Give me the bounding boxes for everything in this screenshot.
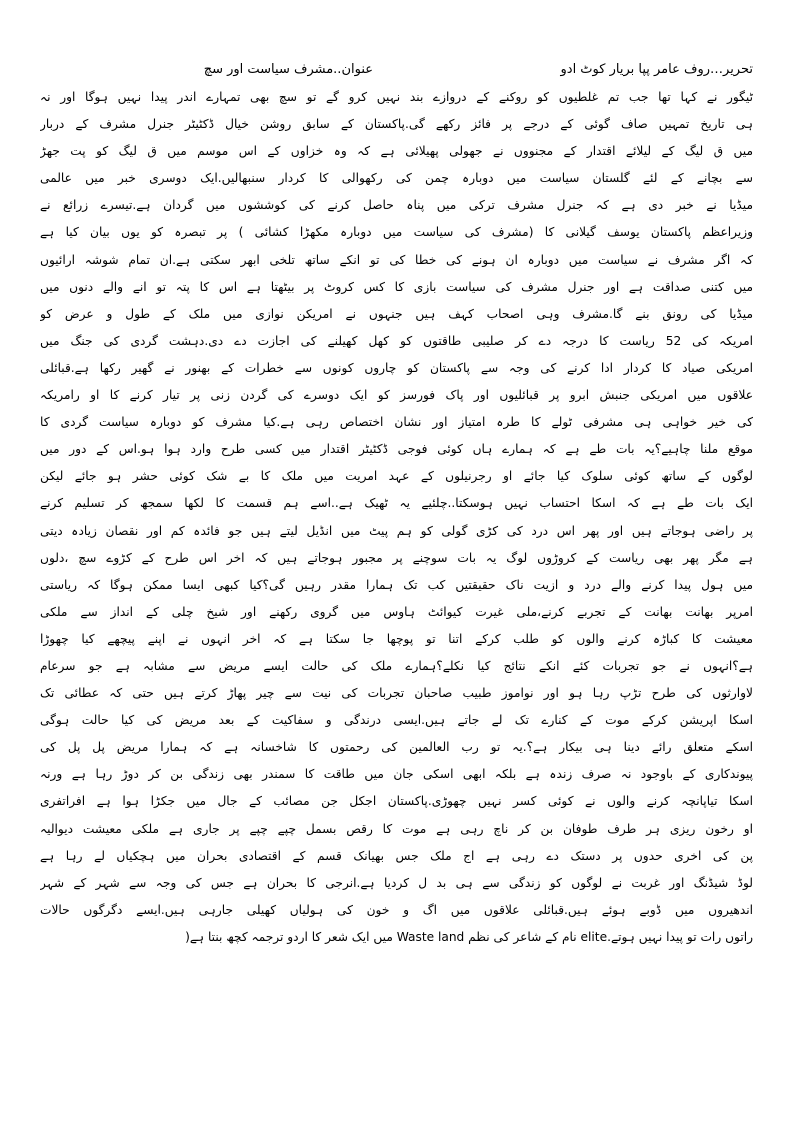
body-line: میں ہول پیدا کرنے والے درد و ازیت ناک حقیقتیں کب تک ہمارا مقدر رہیں گی؟کیا کبھی ایسا ممکن ہوگا کہ ریاستی [40, 577, 753, 592]
body-line: ہی تاریخ تمہیں صاف گوئی کے درجے پر فائز رکھے گی.پاکستان کے سابق روشن خیال ڈکٹیٹر جنرل مشرف کے دربار [40, 117, 753, 132]
body-line: لوگوں کے ساتھ کوئی سلوک کیا جائے او رجرنیلوں کے عہد امریت میں ملک کا بے شک کوئی حشر ہو جائے لیکن [40, 469, 753, 484]
body-line: اسکے متعلق رائے دینا ہی بیکار ہے؟.یہ تو رب العالمین کی رحمتوں کا شاخسانہ ہے کہ ہمارا مریض پل پل کی [40, 740, 753, 755]
body-line: میں ق لیگ کے لیلائے اقتدار کے مجنووں نے جھولی پھیلائی ہے کہ وہ خزاوں کے اس موسم میں ق لیگ کو پت جھڑ [40, 144, 753, 159]
body-line: اندھیروں میں ڈوبے ہوئے ہیں.قبائلی علاقوں میں اگ و خون کی ہولیاں کھیلی جارہی ہیں.ایسے دگرگوں حالات [40, 902, 753, 917]
body-line: موقع ملنا چاہیے؟یہ بات طے ہے کہ ہمارے ہاں کوئی فوجی ڈکٹیٹر اقتدار میں کسی طرح وارد ہوا ہو.اس کے دور میں [40, 442, 753, 457]
body-line: امرپر بھانت بھانت کے تجربے کرنے،ملی غیرت کیوائٹ ہاوس میں گروی رکھنے اور شیخ چلی کے انداز سے ملکی [40, 604, 753, 619]
article-title: عنوان..مشرف سیاست اور سچ [203, 62, 373, 77]
body-line: اسکا اپریشن کرکے موت کے کنارے تک لے جاتے ہیں.ایسی درندگی و سفاکیت کے بعد مریض کی کیا حالت ہوگی [40, 713, 753, 728]
body-line: معیشت کا کباڑہ کرنے والوں کو طلب کرکے اتنا تو پوچھا جا سکتا ہے کہ اخر انہوں نے اپنے پیچھے کیا چھوڑا [40, 631, 753, 646]
body-line: علاقوں میں امریکی جنبش ابرو پر قبائلیوں اور پاک فورسز کو ایک دوسرے کی گردن زنی پر تیار کرنے کا او رامریکہ [40, 388, 753, 403]
body-line: میڈیا کی رونق بنے گا.مشرف وہی اصحاب کہف ہیں جنہوں نے امریکن نوازی میں ملک کے طول و عرض کو [40, 306, 753, 321]
body-line: امریکہ کی 52 ریاست کا درجہ دے کر صلیبی طاقتوں کو کھل کھیلنے کی اجازت دے دی.دہشت گردی کی جنگ میں [40, 333, 753, 348]
body-line: راتوں رات تو پیدا نہیں ہوتے.elite نام کے شاعر کی نظم Waste land میں ایک شعر کا اردو ترجمہ کچھ بنتا ہے( [185, 929, 753, 944]
author-line: تحریر…روف عامر پپا بریار کوٹ ادو [560, 62, 753, 77]
body-line: وزیراعظم پاکستان یوسف گیلانی کا (مشرف کی سیاست میں دوبارہ مکھڑا کشائی ) پر تبصرہ کو یوں بیان کیا ہے [40, 225, 753, 240]
body-line: کہ اگر مشرف نے سیاست میں دوبارہ ان ہونے کی خطا کی تو انکے ساتھ تلخی ابھر سکتی ہے.ان تمام شوشہ ارائیوں [40, 252, 753, 267]
body-line: امریکی صیاد کا کردار ادا کرنے کی وجہ سے پاکستان کو چاروں کونوں سے خطرات کے بھنور نے گھیر رکھا ہے.قبائلی [40, 360, 753, 375]
body-line: کی خیر خواہی ہی مشرفی ٹولے کا طرہ امتیاز اور نشان اختصاص رہی ہے.کیا مشرف کو دوبارہ سیاست گردی کا [40, 415, 753, 430]
body-line: ہے؟انہوں نے جو تجربات کئے انکے نتائج کیا نکلے؟ہمارے ملک کی حالت ایسے مریض سے مشابہ ہے جو سرعام [40, 658, 753, 673]
body-line: پن کی اخری حدوں پر دستک دے رہی ہے اج ملک جس بھیانک قسم کے اقتصادی بحران میں ہچکیاں لے رہا ہے [40, 848, 753, 863]
body-line: میں کتنی صداقت ہے اور جنرل مشرف کی سیاست بازی کا کس کروٹ پر بیٹھتا ہے اس کا پتہ تو انے والے دنوں میں [40, 279, 753, 294]
body-line: اسکا تیاپانچہ کرنے والوں نے کوئی کسر نہیں چھوڑی.پاکستان اجکل جن مصائب کے جال میں جکڑا ہوا ہے افراتفری [40, 794, 753, 809]
article-body [40, 84, 753, 951]
body-line: او رخون ریزی ہر طرف طوفان بن کر ناچ رہی ہے موت کا رقص بسمل چپے چپے پر جاری ہے ملکی معیشت دیوالیہ [40, 821, 753, 836]
body-line: میڈیا نے خبر دی ہے کہ جنرل مشرف ترکی میں پناہ حاصل کرنے کی کوششوں میں گردان ہے.تیسرے زرائع نے [40, 198, 753, 213]
body-line: پر راضی ہوجاتے ہیں اور پھر اس درد کی کڑی گولی کو ہم پیٹ میں انڈیل لیتے ہیں جو فائدہ کم اور نقصان زیادہ دیتی [40, 523, 753, 538]
body-line: ایک بات طے ہے کہ اسکا احتساب نہیں ہوسکتا..چلئیے یہ ٹھیک ہے..اسے ہم قسمت کا لکھا سمجھ کر تسلیم کرنے [40, 496, 753, 511]
body-line: پیوندکاری کے باوجود نہ صرف زندہ ہے بلکہ ابھی اسکی جان میں طاقت کا سمندر بھی زندگی بن کر دوڑ رہا ہے ورنہ [40, 767, 753, 782]
body-line: ہے مگر پھر بھی ریاست کے کروڑوں لوگ یہ بات سوچنے پر مجبور ہوجاتے ہیں کہ اخر اس طرح کے کڑوے سچ ،دلوں [40, 550, 753, 565]
body-line: لوڈ شیڈنگ اور غربت نے لوگوں کو زندگی سے ہی بد ل کردیا ہے.انرجی کا بحران ہے جس کی وجہ سے شہر کے شہر [40, 875, 753, 890]
article-header [40, 58, 753, 82]
body-line: ٹیگور نے کہا تھا جب تم غلطیوں کو روکنے کے دروازے بند نہیں کرو گے تو سچ بھی تمہارے اندر پیدا نہیں ہوگا اور نہ [40, 90, 753, 104]
body-line: سے بچانے کے لئے گلستان سیاست میں دوبارہ چمن کی رکھوالی کا کردار سنبھالیں.ایک دوسری خبر میں عالمی [40, 171, 753, 186]
body-line: لاوارثوں کی طرح تڑپ رہا ہو اور نواموز طبیب صاحبان تجربات کی نیت سے چیر پھاڑ کرتے ہیں حتی کہ عطائی تک [40, 686, 753, 701]
